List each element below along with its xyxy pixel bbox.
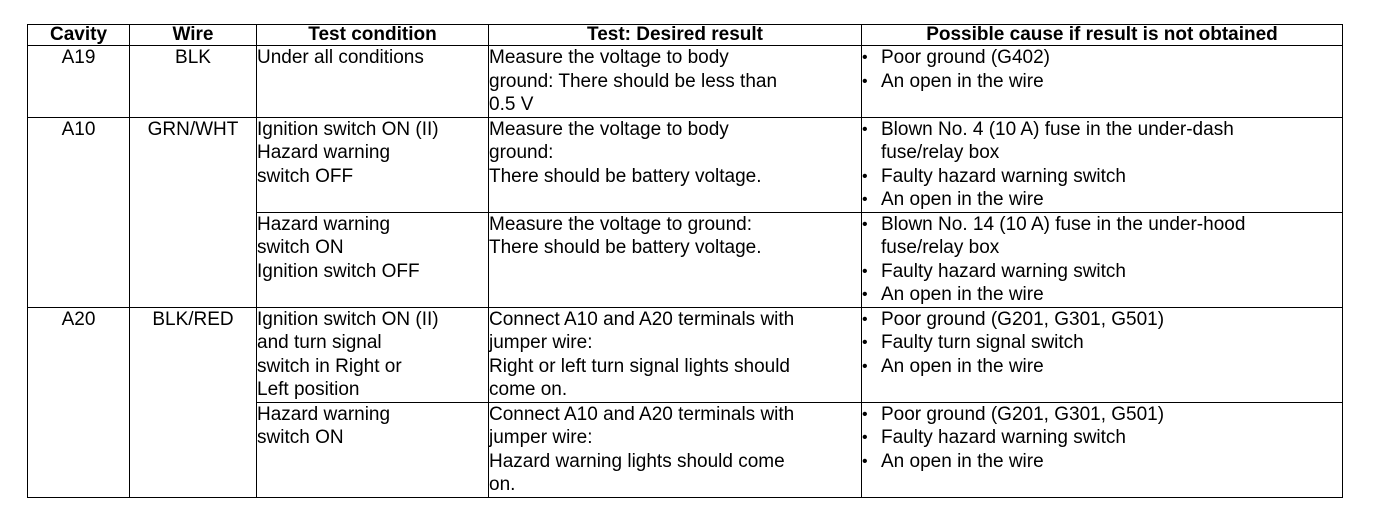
text-line: switch OFF [257, 165, 354, 187]
text-line: Poor ground (G402) [881, 47, 1050, 68]
test-condition-cell [257, 307, 489, 402]
text-line: Blown No. 14 (10 A) fuse in the under-hood [881, 213, 1246, 235]
cause-list [862, 308, 1342, 379]
desired-result-cell [489, 212, 862, 307]
wire-cell: BLK/RED [130, 307, 257, 497]
bullet-icon: • [862, 286, 868, 303]
possible-cause-cell [862, 46, 1343, 118]
text-line: Hazard warning [257, 213, 391, 235]
text-line: Measure the voltage to body [489, 47, 729, 68]
text-line: An open in the wire [881, 450, 1044, 472]
bullet-icon: • [862, 215, 868, 233]
text-line: Under all conditions [257, 47, 424, 68]
list-item [862, 213, 1342, 260]
text-line: Connect A10 and A20 terminals with [489, 403, 795, 425]
bullet-icon: • [862, 334, 868, 351]
text-line: An open in the wire [881, 70, 1044, 92]
desired-result-cell [489, 117, 862, 212]
text-line: ground: [489, 142, 554, 163]
bullet-icon: • [862, 405, 868, 423]
test-condition-cell [257, 46, 489, 118]
list-item [862, 355, 1342, 379]
text-line: There should be battery voltage. [489, 237, 762, 258]
list-item [862, 331, 1342, 355]
text-line: An open in the wire [881, 189, 1044, 210]
desired-result-cell [489, 307, 862, 402]
list-item [862, 188, 1342, 212]
bullet-icon: • [862, 357, 868, 375]
text-line: Ignition switch OFF [257, 260, 420, 282]
wire-cell: BLK [130, 46, 257, 118]
list-item [862, 70, 1342, 94]
header-possible-cause: Possible cause if result is not obtained [862, 25, 1343, 46]
text-line: fuse/relay box [881, 237, 1000, 258]
header-test-condition: Test condition [257, 25, 489, 46]
troubleshooting-table [27, 24, 1343, 498]
table-row [28, 307, 1343, 402]
bullet-icon: • [862, 310, 868, 328]
possible-cause-cell [862, 117, 1343, 212]
wire-cell: GRN/WHT [130, 117, 257, 307]
table-header-row [28, 25, 1343, 46]
cavity-cell: A20 [28, 307, 130, 497]
text-line: 0.5 V [489, 94, 534, 115]
bullet-icon: • [862, 167, 868, 185]
bullet-icon: • [862, 120, 868, 138]
header-cavity: Cavity [28, 25, 130, 46]
bullet-icon: • [862, 429, 868, 446]
bullet-icon: • [862, 49, 868, 66]
list-item [862, 260, 1342, 284]
list-item [862, 46, 1342, 70]
text-line: Poor ground (G201, G301, G501) [881, 403, 1165, 425]
text-line: Faulty hazard warning switch [881, 427, 1126, 448]
list-item [862, 308, 1342, 332]
cavity-cell: A10 [28, 117, 130, 307]
list-item [862, 118, 1342, 165]
possible-cause-cell [862, 307, 1343, 402]
desired-result-cell [489, 46, 862, 118]
bullet-icon: • [862, 262, 868, 280]
text-line: Ignition switch ON (II) [257, 118, 439, 140]
text-line: Measure the voltage to body [489, 118, 729, 140]
text-line: Hazard warning [257, 142, 391, 163]
possible-cause-cell [862, 402, 1343, 497]
list-item [862, 450, 1342, 474]
table-row [28, 46, 1343, 118]
cause-list [862, 118, 1342, 212]
text-line: An open in the wire [881, 355, 1044, 377]
text-line: There should be battery voltage. [489, 165, 762, 187]
text-line: Measure the voltage to ground: [489, 213, 753, 235]
list-item [862, 283, 1342, 307]
possible-cause-cell [862, 212, 1343, 307]
text-line: switch ON [257, 427, 344, 448]
bullet-icon: • [862, 452, 868, 470]
text-line: Right or left turn signal lights should [489, 355, 790, 377]
list-item [862, 426, 1342, 450]
test-condition-cell [257, 402, 489, 497]
bullet-icon: • [862, 72, 868, 90]
cavity-cell: A19 [28, 46, 130, 118]
list-item [862, 165, 1342, 189]
test-condition-cell [257, 117, 489, 212]
text-line: Hazard warning [257, 403, 391, 425]
text-line: Blown No. 4 (10 A) fuse in the under-dash [881, 118, 1234, 140]
text-line: Faulty turn signal switch [881, 332, 1084, 353]
text-line: and turn signal [257, 332, 382, 353]
text-line: on. [489, 474, 516, 495]
list-item [862, 403, 1342, 427]
header-desired-result: Test: Desired result [489, 25, 862, 46]
text-line: Hazard warning lights should come [489, 450, 785, 472]
text-line: switch ON [257, 237, 344, 258]
cause-list [862, 46, 1342, 93]
text-line: Ignition switch ON (II) [257, 308, 439, 330]
text-line: fuse/relay box [881, 142, 1000, 163]
table-row [28, 117, 1343, 212]
text-line: switch in Right or [257, 355, 402, 377]
text-line: Faulty hazard warning switch [881, 260, 1126, 282]
desired-result-cell [489, 402, 862, 497]
text-line: ground: There should be less than [489, 70, 778, 92]
test-condition-cell [257, 212, 489, 307]
header-wire: Wire [130, 25, 257, 46]
text-line: Faulty hazard warning switch [881, 165, 1126, 187]
text-line: An open in the wire [881, 284, 1044, 305]
text-line: come on. [489, 379, 568, 400]
text-line: Poor ground (G201, G301, G501) [881, 308, 1165, 330]
cause-list [862, 213, 1342, 307]
text-line: jumper wire: [489, 427, 593, 448]
text-line: Connect A10 and A20 terminals with [489, 308, 795, 330]
text-line: Left position [257, 379, 360, 400]
text-line: jumper wire: [489, 332, 593, 353]
bullet-icon: • [862, 191, 868, 208]
cause-list [862, 403, 1342, 474]
